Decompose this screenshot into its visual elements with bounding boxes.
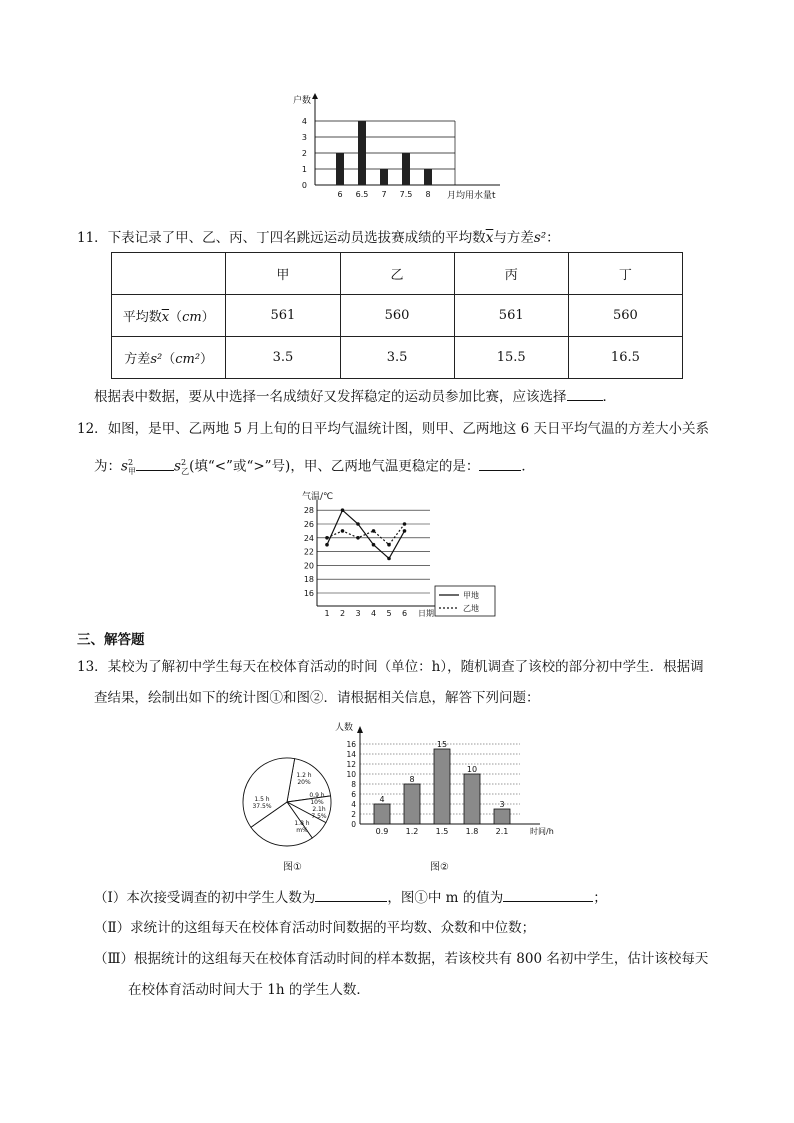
data-point (356, 536, 360, 540)
x-tick-label: 1 (324, 609, 330, 618)
figure-1-caption: 图① (283, 862, 302, 873)
header-cell: 乙 (340, 253, 454, 295)
q12-line1: 12．如图，是甲、乙两地 5 月上旬的日平均气温统计图，则甲、乙两地这 6 天日平均气温的方差大小关系 (77, 421, 710, 437)
y-tick-label: 2 (351, 810, 356, 819)
people-bar-chart (330, 720, 560, 845)
people-chart-xlabel: 时间/h (530, 827, 554, 836)
pie-slice-percent: 7.5% (311, 813, 327, 820)
pie-slice-percent: 37.5% (252, 803, 272, 810)
q13-part2: （Ⅱ）求统计的这组每天在校体育活动时间数据的平均数、众数和中位数； (94, 920, 536, 936)
bar (374, 804, 390, 824)
bar (404, 784, 420, 824)
q11-stem: 11．下表记录了甲、乙、丙、丁四名跳远运动员选拔赛成绩的平均数$\overline{x}$与方差s²： (77, 230, 560, 246)
pie-slice-label: 0.9 h (309, 792, 325, 799)
people-chart-ylabel: 人数 (335, 723, 354, 733)
pie-slice-percent: 10% (310, 799, 324, 806)
data-point (325, 543, 329, 547)
x-tick-label: 1.5 (435, 827, 449, 836)
y-axis-arrow (312, 93, 318, 99)
pie-slice-percent: 20% (297, 779, 311, 786)
temperature-line-chart (300, 488, 500, 620)
x-tick-label: 2.1 (495, 827, 509, 836)
row-label: 方差s²（cm²） (112, 337, 226, 379)
q13-part3-line1: （Ⅲ）根据统计的这组每天在校体育活动时间的样本数据，若该校共有 800 名初中学生，估计该校每天 (94, 951, 709, 967)
x-tick-label: 6.5 (355, 190, 369, 199)
pie-slice-label: 1.8 h (294, 820, 310, 827)
y-tick-label: 4 (301, 117, 307, 126)
x-tick-label: 4 (370, 609, 377, 618)
y-tick-label: 0 (301, 181, 307, 190)
y-tick-label: 8 (351, 780, 356, 789)
pie-slice-label: 1.5 h (254, 796, 270, 803)
bar (358, 121, 366, 185)
y-tick-label: 12 (346, 760, 356, 769)
table-cell: 3.5 (340, 337, 454, 379)
section-heading: 三、解答题 (77, 632, 145, 648)
table-cell: 15.5 (454, 337, 568, 379)
y-tick-label: 4 (351, 800, 356, 809)
header-cell: 甲 (226, 253, 340, 295)
legend-label: 乙地 (463, 604, 479, 613)
water-chart-xlabel: 月均用水量t (447, 191, 496, 201)
y-tick-label: 24 (303, 533, 314, 543)
legend-label: 甲地 (463, 591, 479, 600)
header-cell: 丁 (568, 253, 682, 295)
y-tick-label: 0 (351, 820, 356, 829)
data-point (403, 529, 407, 533)
answer-blank[interactable] (136, 456, 174, 471)
q13-part1: （Ⅰ）本次接受调查的初中学生人数为 ，图①中 m 的值为 ； (94, 887, 607, 908)
data-point (387, 557, 391, 561)
table-cell: 16.5 (568, 337, 682, 379)
x-tick-label: 7.5 (399, 190, 413, 199)
x-tick-label: 0.9 (375, 827, 389, 836)
answer-blank[interactable] (503, 887, 593, 902)
bar (494, 809, 510, 824)
q13-part3-line2: 在校体育活动时间大于 1h 的学生人数． (128, 982, 370, 998)
y-tick-label: 28 (303, 506, 314, 516)
data-point (387, 543, 391, 547)
x-tick-label: 6 (401, 609, 408, 618)
bar-value-label: 4 (379, 795, 385, 804)
q11-data-table (111, 252, 683, 379)
bar (424, 169, 432, 185)
data-point (341, 529, 345, 533)
bar-value-label: 3 (499, 800, 505, 809)
data-point (372, 529, 376, 533)
answer-blank[interactable] (315, 887, 387, 902)
row-label: 平均数$\overline{x}(cm)$ (112, 295, 226, 337)
pie-slice-percent: m% (296, 827, 308, 834)
q12-line2: 为：$s^2_甲$ $s^2_乙$(填“<”或“>”号)，甲、乙两地气温更稳定的是： ． (94, 453, 535, 482)
answer-blank[interactable] (567, 386, 603, 401)
x-tick-label: 1.2 (405, 827, 419, 836)
water-usage-bar-chart (285, 90, 505, 205)
table-cell: 561 (226, 295, 340, 337)
q11-followup: 根据表中数据，要从中选择一名成绩好又发挥稳定的运动员参加比赛，应该选择 ． (94, 386, 616, 407)
y-tick-label: 22 (303, 547, 314, 557)
time-pie-chart (240, 755, 335, 850)
table-cell: 561 (454, 295, 568, 337)
y-axis-arrow (357, 726, 363, 733)
data-point (341, 508, 345, 512)
pie-slice-label: 1.2 h (296, 772, 312, 779)
y-tick-label: 20 (303, 561, 314, 571)
bar (434, 749, 450, 824)
x-tick-label: 3 (355, 609, 361, 618)
y-tick-label: 16 (346, 740, 356, 749)
data-point (403, 522, 407, 526)
y-tick-label: 2 (301, 149, 307, 158)
table-cell: 560 (568, 295, 682, 337)
q13-line1: 13．某校为了解初中学生每天在校体育活动的时间（单位：h），随机调查了该校的部分初中学生．根据调 (77, 659, 704, 675)
table-row (112, 295, 683, 337)
pie-slice-label: 2.1h (312, 806, 326, 813)
bar (402, 153, 410, 185)
table-header-row (112, 253, 683, 295)
y-tick-label: 16 (303, 589, 314, 598)
bar-value-label: 15 (436, 740, 448, 749)
series-line-jia (327, 510, 405, 558)
bar (380, 169, 388, 185)
x-tick-label: 8 (425, 190, 431, 199)
y-tick-label: 6 (351, 790, 356, 799)
y-tick-label: 10 (346, 770, 356, 779)
temp-chart-xlabel: 日期 (418, 609, 434, 618)
bar-value-label: 8 (409, 775, 415, 784)
answer-blank[interactable] (479, 456, 521, 471)
temp-chart-ylabel: 气温/℃ (302, 492, 334, 502)
y-tick-label: 3 (301, 133, 307, 142)
figure-2-caption: 图② (430, 862, 449, 873)
table-row (112, 337, 683, 379)
x-tick-label: 2 (339, 609, 346, 618)
data-point (372, 543, 376, 547)
bar (336, 153, 344, 185)
water-chart-ylabel: 户数 (293, 96, 312, 106)
table-cell: 3.5 (226, 337, 340, 379)
y-tick-label: 26 (303, 520, 314, 529)
bar (464, 774, 480, 824)
temp-legend (435, 586, 495, 616)
y-tick-label: 14 (346, 750, 356, 759)
q13-line2: 查结果，绘制出如下的统计图①和图②．请根据相关信息，解答下列问题： (94, 690, 540, 706)
table-cell: 560 (340, 295, 454, 337)
data-point (356, 522, 360, 526)
y-tick-label: 18 (303, 575, 314, 585)
x-tick-label: 5 (386, 609, 392, 618)
header-cell: 丙 (454, 253, 568, 295)
x-tick-label: 6 (337, 190, 343, 199)
bar-value-label: 10 (466, 765, 478, 774)
x-tick-label: 1.8 (465, 827, 479, 836)
x-tick-label: 7 (381, 190, 387, 199)
y-tick-label: 1 (301, 165, 307, 174)
data-point (325, 536, 329, 540)
